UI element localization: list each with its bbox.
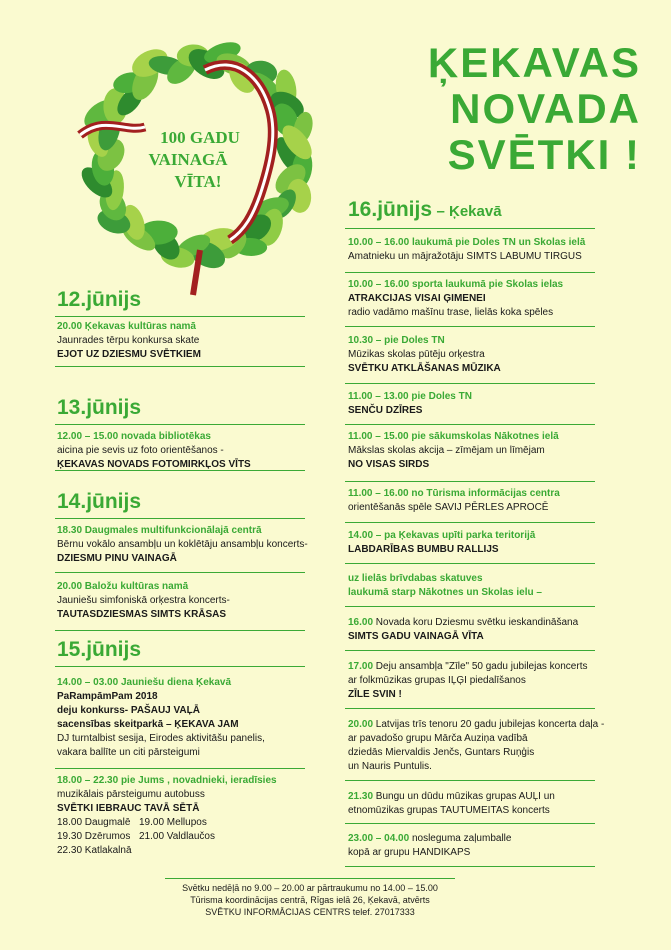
- stage-event-head: [348, 660, 638, 674]
- event-time: 18.30 Daugmales multifunkcionālajā centrā: [57, 525, 262, 536]
- day16-heading: [348, 198, 502, 222]
- stage-event-text: ZĪLE SVIN !: [348, 689, 402, 700]
- bus-row: [57, 830, 277, 844]
- divider: [55, 470, 305, 471]
- divider: [345, 563, 595, 564]
- stage-event-head: [348, 718, 638, 732]
- stage-event: [348, 790, 638, 818]
- title-line-1: ĶEKAVAS: [427, 39, 641, 86]
- stage-line: laukumā starp Nākotnes un Skolas ielu –: [348, 587, 542, 598]
- stage-event-desc: Bungu un dūdu mūzikas grupas AUĻI un: [373, 791, 555, 802]
- stage-event-head: [348, 616, 638, 630]
- title-line-3: SVĒTKI !: [447, 131, 641, 178]
- day-heading: 12.jūnijs: [57, 288, 142, 311]
- event-text: Jaunrades tērpu konkursa skate: [57, 335, 200, 346]
- stage-line: uz lielās brīvdabas skatuves: [348, 573, 483, 584]
- event-text: aicina pie sevis uz foto orientēšanos -: [57, 445, 224, 456]
- event-text: LABDARĪBAS BUMBU RALLIJS: [348, 544, 499, 555]
- event-block: [348, 334, 618, 376]
- stage-event-text: ar pavadošo grupu Mārča Auziņa vadībā: [348, 733, 528, 744]
- main-title: [341, 40, 641, 178]
- divider: [345, 481, 595, 482]
- divider: [345, 866, 595, 867]
- event-text: Bērnu vokālo ansambļu un koklētāju ansambļu koncerts-: [57, 539, 308, 550]
- event-text: vakara ballīte un citi pārsteigumi: [57, 747, 200, 758]
- divider: [345, 228, 595, 229]
- footer-divider: [165, 878, 455, 879]
- divider: [345, 650, 595, 651]
- event-block: [57, 430, 317, 472]
- stage-event-text: un Nauris Puntulis.: [348, 761, 432, 772]
- divider: [345, 326, 595, 327]
- event-text: SVĒTKI IEBRAUC TAVĀ SĒTĀ: [57, 803, 200, 814]
- bus-stop: 18.00 Daugmalē: [57, 817, 131, 828]
- divider: [345, 272, 595, 273]
- event-block: [348, 236, 618, 264]
- divider: [345, 823, 595, 824]
- stage-event-text: SIMTS GADU VAINAGĀ VĪTA: [348, 631, 484, 642]
- event-time: 14.00 – 03.00 Jauniešu diena Ķekavā: [57, 677, 231, 688]
- divider: [55, 424, 305, 425]
- event-time: 20.00 Baložu kultūras namā: [57, 581, 189, 592]
- event-text: sacensības skeitparkā – ĶEKAVA JAM: [57, 719, 239, 730]
- stage-event: [348, 832, 638, 860]
- event-block: [348, 278, 618, 320]
- event-text: orientēšanās spēle SAVIJ PĒRLES APROCĒ: [348, 502, 549, 513]
- event-time: 11.00 – 15.00 pie sākumskolas Nākotnes ielā: [348, 431, 559, 442]
- event-text: DJ turntalbist sesija, Eirodes aktivitāšu panelis,: [57, 733, 265, 744]
- stage-event-time: 21.30: [348, 791, 374, 802]
- event-text: ĶEKAVAS NOVADS FOTOMIRKĻOS VĪTS: [57, 459, 251, 470]
- event-block: [348, 430, 618, 472]
- event-block: [348, 390, 618, 418]
- event-time: 11.00 – 13.00 pie Doles TN: [348, 391, 472, 402]
- divider: [55, 630, 305, 631]
- event-text: ATRAKCIJAS VISAI ĢIMENEI: [348, 293, 486, 304]
- footer-line-1: Svētku nedēļā no 9.00 – 20.00 ar pārtraukumu no 14.00 – 15.00: [182, 883, 438, 893]
- divider: [345, 424, 595, 425]
- event-time: 11.00 – 16.00 no Tūrisma informācijas centra: [348, 488, 560, 499]
- event-text: deju konkurss- PAŠAUJ VAĻĀ: [57, 705, 200, 716]
- event-text: NO VISAS SIRDS: [348, 459, 430, 470]
- event-text: muzikālais pārsteigumu autobuss: [57, 789, 205, 800]
- event-text: DZIESMU PINU VAINAGĀ: [57, 553, 177, 564]
- event-block: [57, 774, 317, 816]
- divider: [55, 572, 305, 573]
- footer-line-2: Tūrisma koordinācijas centrā, Rīgas ielā 26, Ķekavā, atvērts: [190, 895, 430, 905]
- stage-event-time: 20.00: [348, 719, 374, 730]
- event-time: 10.30 – pie Doles TN: [348, 335, 445, 346]
- divider: [55, 768, 305, 769]
- divider: [55, 366, 305, 367]
- bus-stop: 19.30 Dzērumos: [57, 831, 131, 842]
- stage-event-text: kopā ar grupu HANDIKAPS: [348, 847, 471, 858]
- stage-event-desc: Deju ansambļa "Zīle" 50 gadu jubilejas koncerts: [373, 661, 588, 672]
- wreath-text-3: VĪTA!: [174, 172, 222, 191]
- stage-event-head: [348, 790, 638, 804]
- wreath-text-1: 100 GADU: [160, 128, 240, 147]
- event-time: 10.00 – 16.00 sporta laukumā pie Skolas ielas: [348, 279, 564, 290]
- day16-label: 16.jūnijs: [348, 198, 433, 221]
- title-line-2: NOVADA: [450, 85, 641, 132]
- divider: [345, 606, 595, 607]
- event-block: [57, 676, 317, 760]
- day-heading: 13.jūnijs: [57, 396, 142, 419]
- event-text: EJOT UZ DZIESMU SVĒTKIEM: [57, 349, 201, 360]
- divider: [345, 780, 595, 781]
- event-block: [57, 320, 317, 362]
- divider: [345, 383, 595, 384]
- bus-stop: 22.30 Katlakalnā: [57, 845, 132, 856]
- event-text: radio vadāmo mašīnu trase, lielās koka spēles: [348, 307, 554, 318]
- stage-event-text: etnomūzikas grupas TAUTUMEITAS koncerts: [348, 805, 550, 816]
- event-time: 12.00 – 15.00 novada bibliotēkas: [57, 431, 211, 442]
- bus-stop: 21.00 Valdlaučos: [139, 831, 215, 842]
- event-text: TAUTASDZIESMAS SIMTS KRĀSAS: [57, 609, 227, 620]
- stage-event: [348, 660, 638, 702]
- event-time: 14.00 – pa Ķekavas upīti parka teritorijā: [348, 530, 536, 541]
- event-text: Mūzikas skolas pūtēju orķestra: [348, 349, 485, 360]
- divider: [345, 522, 595, 523]
- stage-event-time: 17.00: [348, 661, 374, 672]
- bus-schedule: [57, 816, 277, 858]
- footer-line-3: SVĒTKU INFORMĀCIJAS CENTRS telef. 27017333: [205, 907, 415, 917]
- stage-intro: [348, 572, 618, 600]
- divider: [345, 708, 595, 709]
- bus-row: [57, 844, 277, 858]
- event-time: 18.00 – 22.30 pie Jums , novadnieki, ieradīsies: [57, 775, 277, 786]
- divider: [55, 316, 305, 317]
- stage-event-time: 16.00: [348, 617, 374, 628]
- footer: [150, 882, 470, 918]
- day16-place: – Ķekavā: [436, 203, 502, 220]
- stage-event-desc: Novada koru Dziesmu svētku ieskandināšana: [373, 617, 579, 628]
- stage-event-desc: Latvijas trīs tenoru 20 gadu jubilejas koncerta daļa -: [373, 719, 605, 730]
- bus-stop: 19.00 Mellupos: [139, 817, 207, 828]
- bus-row: [57, 816, 277, 830]
- stage-event-head: [348, 832, 638, 846]
- event-block: [348, 529, 618, 557]
- stage-event: [348, 616, 638, 644]
- day-heading: 14.jūnijs: [57, 490, 142, 513]
- event-block: [348, 487, 618, 515]
- event-text: Mākslas skolas akcija – zīmējam un līmējam: [348, 445, 545, 456]
- stage-event-text: ar folkmūzikas grupas IĻĢI piedalīšanos: [348, 675, 526, 686]
- stage-event: [348, 718, 638, 774]
- wreath-illustration: [55, 15, 345, 300]
- event-text: Jauniešu simfoniskā orķestra koncerts-: [57, 595, 230, 606]
- event-text: SVĒTKU ATKLĀŠANAS MŪZIKA: [348, 363, 501, 374]
- divider: [55, 518, 305, 519]
- divider: [55, 666, 305, 667]
- stage-event-text: dziedās Miervaldis Jenčs, Guntars Ruņģis: [348, 747, 535, 758]
- event-time: 20.00 Ķekavas kultūras namā: [57, 321, 196, 332]
- event-text: Amatnieku un mājražotāju SIMTS LABUMU TIRGUS: [348, 251, 582, 262]
- stage-event-desc: nosleguma zaļumballe: [409, 833, 512, 844]
- stage-event-time: 23.00 – 04.00: [348, 833, 410, 844]
- event-block: [57, 580, 317, 622]
- event-text: PaRampāmPam 2018: [57, 691, 158, 702]
- event-text: SENČU DZĪRES: [348, 405, 423, 416]
- event-block: [57, 524, 317, 566]
- wreath-text-2: VAINAGĀ: [148, 150, 228, 169]
- event-time: 10.00 – 16.00 laukumā pie Doles TN un Skolas ielā: [348, 237, 586, 248]
- day-heading: 15.jūnijs: [57, 638, 142, 661]
